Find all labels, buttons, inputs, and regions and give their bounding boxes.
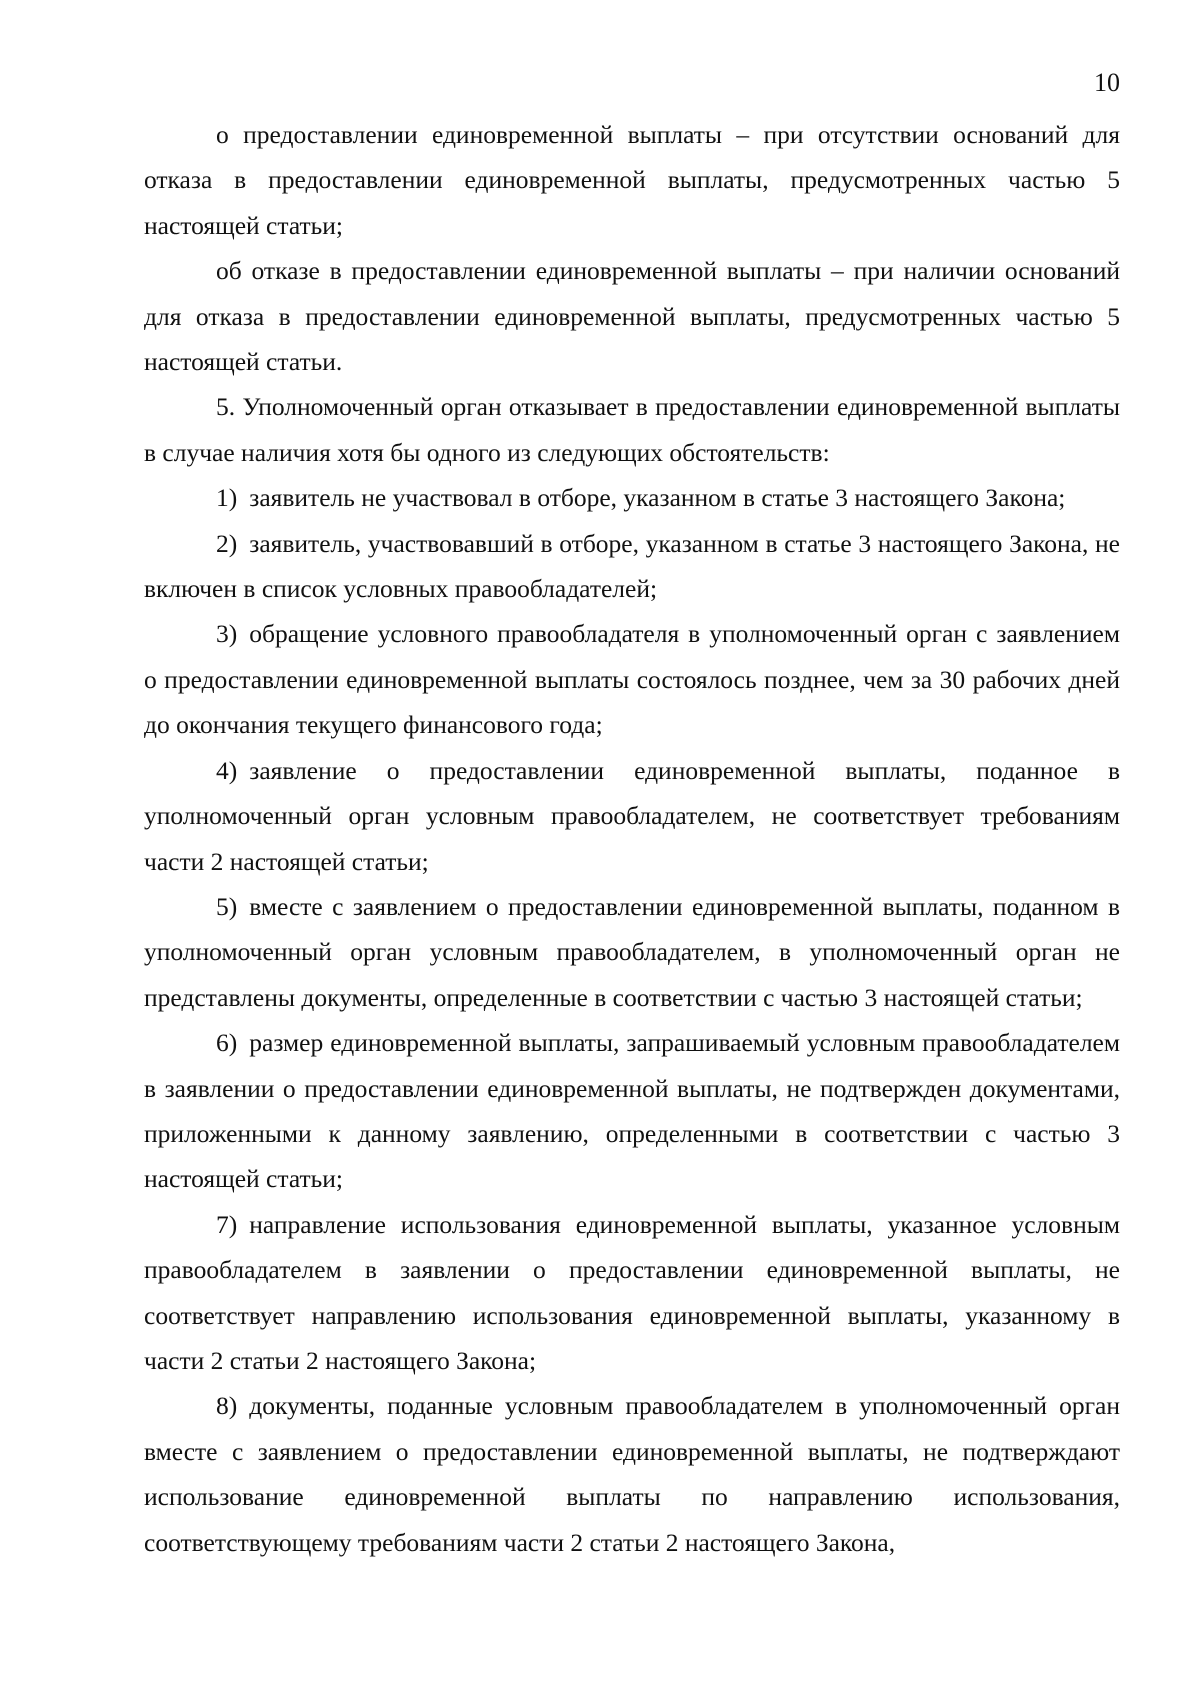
- list-item-text: обращение условного правообладателя в уполномоченный орган с заявлением о предоставлении единовременной выплаты состоялось позднее, чем за 30 рабочих дней до окончания текущего финансового года;: [144, 619, 1120, 740]
- list-item-text: заявитель, участвовавший в отборе, указанном в статье 3 настоящего Закона, не включен в список условных правообладателей;: [144, 528, 1120, 604]
- page-number: 10: [1094, 68, 1120, 97]
- list-item-number: 5): [216, 891, 238, 921]
- list-item-text: документы, поданные условным правообладателем в уполномоченный орган вместе с заявлением о предоставлении единовременной выплаты, не подтверждают использование единовременной выплаты по направлению использования, соответствующему требованиям части 2 статьи 2 настоящего Закона,: [144, 1391, 1120, 1557]
- paragraph-decision-grant: о предоставлении единовременной выплаты – при отсутствии оснований для отказа в предоставлении единовременной выплаты, предусмотренных частью 5 настоящей статьи;: [144, 120, 1120, 240]
- list-item-text: заявление о предоставлении единовременной выплаты, поданное в уполномоченный орган условным правообладателем, не соответствует требованиям части 2 настоящей статьи;: [144, 755, 1120, 876]
- paragraph-decision-refuse: об отказе в предоставлении единовременной выплаты – при наличии оснований для отказа в предоставлении единовременной выплаты, предусмотренных частью 5 настоящей статьи.: [144, 256, 1120, 377]
- paragraph-section-5: 5. Уполномоченный орган отказывает в предоставлении единовременной выплаты в случае наличия хотя бы одного из следующих обстоятельств:: [144, 392, 1120, 467]
- list-item: [144, 1202, 1120, 1384]
- list-item-number: 7): [216, 1209, 238, 1239]
- list-item-text: заявитель не участвовал в отборе, указанном в статье 3 настоящего Закона;: [249, 483, 1066, 513]
- list-item: [144, 475, 1120, 520]
- list-item-number: 2): [216, 528, 238, 558]
- list-item-number: 3): [216, 619, 238, 649]
- list-item-number: 4): [216, 755, 238, 785]
- list-item-text: размер единовременной выплаты, запрашиваемый условным правообладателем в заявлении о предоставлении единовременной выплаты, не подтвержден документами, приложенными к данному заявлению, определенными в соответствии с частью 3 настоящей статьи;: [144, 1028, 1120, 1194]
- list-item: [144, 884, 1120, 1020]
- list-item: [144, 748, 1120, 884]
- document-body: [144, 112, 1120, 1565]
- list-item-number: 8): [216, 1391, 238, 1421]
- list-item-number: 6): [216, 1028, 238, 1058]
- list-item-text: направление использования единовременной выплаты, указанное условным правообладателем в заявлении о предоставлении единовременной выплаты, не соответствует направлению использования единовременной выплаты, указанному в части 2 статьи 2 настоящего Закона;: [144, 1209, 1120, 1375]
- list-item: [144, 611, 1120, 747]
- list-item-number: 1): [216, 483, 238, 513]
- list-item: [144, 1020, 1120, 1202]
- list-item: [144, 521, 1120, 612]
- list-item: [144, 1383, 1120, 1565]
- list-item-text: вместе с заявлением о предоставлении единовременной выплаты, поданном в уполномоченный орган условным правообладателем, в уполномоченный орган не представлены документы, определенные в соответствии с частью 3 настоящей статьи;: [144, 891, 1120, 1012]
